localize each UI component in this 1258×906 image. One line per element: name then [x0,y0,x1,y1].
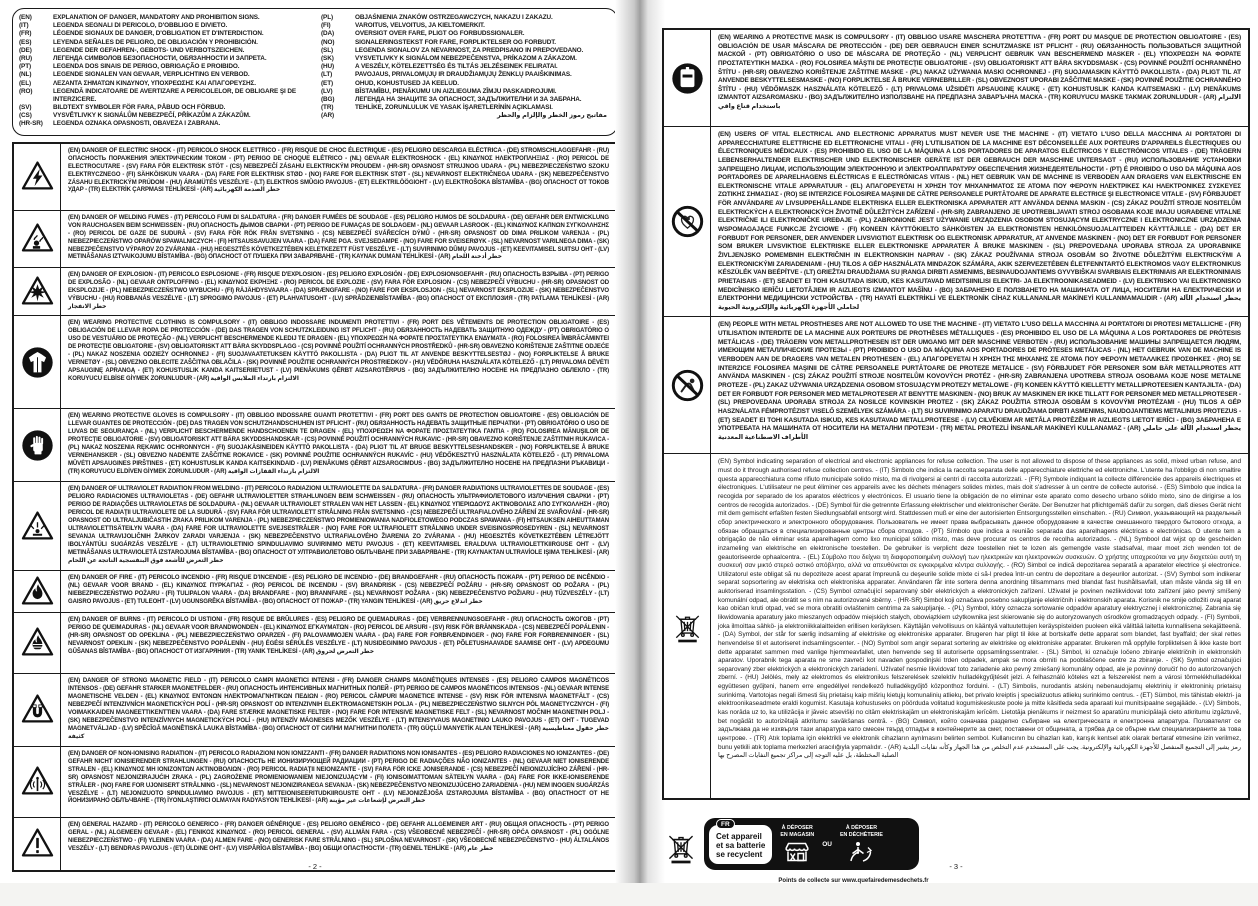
language-code: (ES) [19,38,32,46]
warning-text: (EN) DANGER OF ULTRAVIOLET RADIATION FROM WELDING - (IT) PERICOLO RADIAZIONI ULTRAVIOLETTE DA SALDATURA - (FR) DANGER RADIATIONS ULTRAVIOLETTES DE SOUDAGE - (ES) PELIGRO RADIACIONES ULTRAVIOLETAS - (DE) GEFAHR ULTRAVIOLETTER STRAHLUNGEN BEIM SCHWEISSEN - (RU) ОПАСНОСТЬ УЛЬТРАФИОЛЕТОВОГО ИЗЛУЧЕНИЯ СВАРКИ - (PT) PERIGO DE RADIAÇÕES ULTRAVIOLETAS DE SOLDADURA - (NL) GEVAAR ULTRAVIOLET STRALEN VAN HET LASSEN - (EL) ΚΙΝΔΥΝΟΣ ΥΠΕΡΙΩΔΟΥΣ ΑΚΤΙΝΟΒΟΛΙΑΣ ΑΠΟ ΣΥΓΚΟΛΛΗΣΗ - (RO) PERICOL DE RADIAŢII ULTRAVIOLETE DE LA SUDURĂ - (SV) FARA FÖR ULTRAVIOLETT STRÅLNING FRÅN SVETSNING - (CS) NEBEZPEČÍ ULTRAFIALOVÉHO ZÁŘENÍ ZE SVAŘOVÁNÍ - (HR-SR) OPASNOST OD ULTRALJUBIČASTIH ZRAKA PRILIKOM VARENJA - (PL) NIEBEZPIECZEŃSTWO PROMIENIOWANIA NADFIOLETOWEGO PODCZAS SPAWANIA - (FI) HITSAUKSEN AIHEUTTAMAN ULTRAVIOLETTISÄTEILYN VAARA - (DA) FARE FOR ULTRAVIOLETTE SVEJSESTRÅLER - (NO) FARE FOR ULTRAFIOLETT STRÅLNING UNDER SVEISINGSPROSEDYREN - (SL) NEVARNOST SEVANJA ULTRAVIJOLIČNIH ŽARKOV ZARADI VARJENJA - (SK) NEBEZPEČENSTVO ULTRAFIALOVÉHO ŽIARENIA ZO ZVÁRANIA - (HU) HEGESZTÉS KÖVETKEZTÉBEN LÉTREJÖTT IBOLYÁNTÚLI SUGÁRZÁS VESZÉLYE - (LT) ULTRAVIOLETINIO SPINDULIAVIMO SUVIRINIMO METU PAVOJUS - (ET) KEEVITAMISEL ERALDUVA ULTRAVIOLETTKIIRGUSE OHT - (LV) METINĀŠANAS ULTRAVIOLETĀ IZSTAROJUMA BĪSTAMĪBA - (BG) ОПАСНОСТ ОТ УЛТРАВИОЛЕТОВО ОБЛЪЧВАНЕ ПРИ ЗАВАРЯВАНЕ - (TR) KAYNAKTAN ULTRAVİOLE IŞIMA TEHLİKESİ - (AR) خطر التعرض للأشعة فوق البنفسجية الناتجة عن اللحام [68,486,609,564]
legend-text: ΛΕΖΑΝΤΑ ΣΗΜΑΤΩΝ ΚΙΝΔΥΝΟΥ, ΥΠΟΧΡΕΩΣΗΣ ΚΑΙ ΑΠΑΓΟΡΕΥΣΗΣ. [53,79,256,87]
language-code: (FI) [321,22,331,30]
warning-row-protective-gloves [14,408,616,481]
no-prostheses-icon [664,317,711,453]
legend-row [321,96,607,104]
language-code: (TR) [321,104,334,112]
warning-row-explosion [14,267,616,316]
no-pacemaker-icon [664,127,711,316]
uv-radiation-icon [14,482,61,570]
warning-row-magnetic-field [14,673,616,746]
warning-row-burns [14,612,616,673]
legend-text: LEYENDA SEÑALES DE PELIGRO, DE OBLIGACIÓN Y PROHIBICIÓN. [53,38,258,46]
non-ionising-radiation-icon [14,747,61,817]
recycle-claim-line3: se recyclent [716,849,763,859]
magnetic-field-icon [14,674,61,746]
legend-row [19,71,311,79]
warning-text: (EN) WEARING A PROTECTIVE MASK IS COMPULSORY - (IT) OBBLIGO USARE MASCHERA PROTETTIVA - (FR) PORT DU MASQUE DE PROTECTION OBLIGATOIRE - (ES) OBLIGACIÓN DE USAR MÁSCARA DE PROTECCIÓN - (DE) DER GEBRAUCH EINER SCHUTZMASKE IST PFLICHT - (RU) ОБЯЗАННОСТЬ ПОЛЬЗОВАТЬСЯ ЗАЩИТНОЙ МАСКОЙ - (PT) OBRIGATÓRIO O USO DE MÁSCARA DE PROTEÇÃO - (NL) VERPLICHT GEBRUIK VAN BESCHERMEND MASKER - (EL) ΥΠΟΧΡΕΩΣΗ ΝΑ ΦΟΡΑΤΕ ΠΡΟΣΤΑΤΕΥΤΙΚΗ ΜΑΣΚΑ - (RO) FOLOSIREA MĂŞTII DE PROTECŢIE OBLIGATORIE - (SV) OBLIGATORISKT ATT BÄRA SKYDDSMASK - (CS) POVINNÉ POUŽITÍ OCHRANNÉHO ŠTÍTU - (HR-SR) OBAVEZNO KORIŠTENJE ZAŠTITNE MASKE - (PL) NAKAZ UŻYWANIA MASKI OCHRONNEJ - (FI) SUOJAMASKIN KÄYTTÖ PAKOLLISTA - (DA) PLIGT TIL AT ANVENDE BESKYTTELSESMASKE - (NO) FORPLIKTELSE Å BRUKE VERNEBRILLER - (SL) OBVEZNOST UPORABI ZAŠČITNE MASKE - (SK) POVINNÉ POUŽITIE OCHRANNÉHO ŠTÍTU - (HU) VÉDŐMASZK HASZNÁLATA KÖTELEZŐ - (LT) PRIVALOMA UŽSIDĖTI APSAUGINĘ KAUKĘ - (ET) KOHUSTUSLIK KANDA KAITSEMASKI - (LV) PIENĀKUMS IZMANTOT AIZSARGMASKU - (BG) ЗАДЪЛЖИТЕЛНО ИЗПОЛЗВАНЕ НА ПРЕДПАЗНА ЗАВАРЪЧНА МАСКА - (TR) KORUYUCU MASKE TAKMAK ZORUNLUDUR - (AR) الالتزام باستخدام قناع واقي [718,34,1241,111]
language-code: (BG) [321,95,335,103]
legend-row [321,30,607,38]
language-code: (SV) [19,104,32,112]
language-code: (ET) [321,79,334,87]
legend-text: OVERSIGT OVER FARE, PLIGT OG FORBUDSSIGNALER. [355,30,525,38]
legend-text: OHUD, KOHUSTUSED JA KEELUD. [355,79,459,87]
legend-text: A VESZÉLY, KÖTELEZETTSÉG ÉS TILTÁS JELZÉSEINEK FELIRATAI. [355,63,558,71]
language-code: (RO) [19,87,33,95]
legend-row [321,71,607,79]
language-code: (EN) [19,14,32,21]
warning-row-welding-fumes [14,210,616,267]
electric-shock-icon [14,144,61,210]
legend-text: VYSVĚTLIVKY K SIGNÁLŮM NEBEZPEČÍ, PŘÍKAZŮM A ZÁKAZŮM. [53,112,251,120]
legend-text: LEGENDA OZNAKA OPASNOSTI, OBAVEZA I ZABRANA. [53,120,221,128]
language-code: (FR) [19,30,32,38]
deposit-in-store-option: À DÉPOSER EN MAGASIN [780,825,814,863]
warning-text: (EN) DANGER OF ELECTRIC SHOCK - (IT) PERICOLO SHOCK ELETTRICO - (FR) RISQUE DE CHOC ÉLECTRIQUE - (ES) PELIGRO DESCARGA ELÉCTRICA - (DE) STROMSCHLAGGEFAHR - (RU) ОПАСНОСТЬ ПОРАЖЕНИЯ ЭЛЕКТРИЧЕСКИМ ТОКОМ - (PT) PERIGO DE CHOQUE ELÉTRICO - (NL) GEVAAR ELEKTROSHOCK - (EL) ΚΙΝΔΥΝΟΣ ΗΛΕΚΤΡΟΠΛΗΞΙΑΣ - (RO) PERICOL DE ELECTROCUTARE - (SV) FARA FÖR ELEKTRISK STÖT - (CS) NEBEZPEČÍ ZÁSAHU ELEKTRICKÝM PROUDEM - (HR-SR) OPASNOST STRUJNOG UDARA - (PL) NIEBEZPIECZEŃSTWO SZOKU ELEKTRYCZNEGO - (FI) SÄHKÖISKUN VAARA - (DA) FARE FOR ELEKTRISK STØD - (NO) FARE FOR ELEKTRISK STØT - (SL) NEVARNOST ELEKTRIČNEGA UDARA - (SK) NEBEZPEČENSTVO ZÁSAHU ELEKTRICKÝM PRÚDOM - (HU) ÁRAMÜTÉS VESZÉLYE - (LT) ELEKTROS SMŪGIO PAVOJUS - (ET) ELEKTRILÖÖGIOHT - (LV) ELEKTROŠOKA BĪSTAMĪBA - (BG) ОПАСНОСТ ОТ ТОКОВ УДАР - (TR) ELEKTRİK ÇARPMASI TEHLİKESİ - (AR) خطر الصدمة الكهربائية [68,147,609,194]
language-code: (IT) [19,22,29,30]
warning-text: (EN) DANGER OF FIRE - (IT) PERICOLO INCENDIO - (FR) RISQUE D'INCENDIE - (ES) PELIGRO DE INCENDIO - (DE) BRANDGEFAHR - (RU) ОПАСНОСТЬ ПОЖАРА - (PT) PERIGO DE INCÊNDIO - (NL) GEVAAR VOOR BRAND - (EL) ΚΙΝΔΥΝΟΣ ΠΥΡΚΑΓΙΑΣ - (RO) PERICOL DE INCENDIU - (SV) BRANDRISK - (CS) NEBEZPEČÍ POŽÁRU - (HR-SR) OPASNOST OD POŽARA - (PL) NIEBEZPIECZEŃSTWO POŻARU - (FI) TULIPALON VAARA - (DA) BRANDFARE - (NO) BRANNFARE - (SL) NEVARNOST POŽARA - (SK) NEBEZPEČENSTVO POŽIARU - (HU) TŰZVESZÉLY - (LT) GAISRO PAVOJUS - (ET) TULEOHT - (LV) UGUNSGRĒKA BĪSTAMĪBA - (BG) ОПАСНОСТ ОТ ПОЖАР - (TR) YANGIN TEHLİKESİ - (AR) خطر اندلاع حريق [68,574,609,605]
language-code: (LV) [321,87,333,95]
legend-text: LEGENDA SEGNALI DI PERICOLO, D'OBBLIGO E DIVIETO. [53,22,228,30]
language-code: (CS) [19,112,32,120]
legend-text: BILDTEXT SYMBOLER FÖR FARA, PÅBUD OCH FÖRBUD. [53,104,226,112]
language-code: (DE) [19,46,32,54]
protective-gloves-icon [14,409,61,481]
store-icon [782,840,812,864]
legend-box [12,8,618,136]
language-code: (AR) [321,112,335,120]
recycle-claim [709,820,772,864]
language-code: (PL) [321,14,334,21]
or-separator: OU [822,840,832,848]
legend-row [19,88,311,104]
fire-icon [14,571,61,612]
legend-text: TEHLİKE, ZORUNLULUK VE YASAK İŞARETLERİNİN AÇIKLAMASI. [355,104,553,112]
fr-tag: FR [716,819,735,829]
language-code: (DA) [321,30,335,38]
page-3 [662,8,1250,885]
collection-points-note: Points de collecte sur www.quefairedemesdechets.fr [778,878,929,885]
recycle-claim-line1: Cet appareil [716,832,762,842]
legend-text: ЛЕГЕНДА НА ЗНАЦИТЕ ЗА ОПАСНОСТ, ЗАДЪЛЖИТЕЛНИ И ЗА ЗАБРАНА. [355,95,582,103]
warning-row-electric-shock [14,144,616,210]
warning-text: (EN) DANGER OF EXPLOSION - (IT) PERICOLO ESPLOSIONE - (FR) RISQUE D'EXPLOSION - (ES) PELIGRO EXPLOSIÓN - (DE) EXPLOSIONSGEFAHR - (RU) ОПАСНОСТЬ ВЗРЫВА - (PT) PERIGO DE EXPLOSÃO - (NL) GEVAAR ONTPLOFFING - (EL) ΚΙΝΔΥΝΟΣ ΕΚΡΗΞΗΣ - (RO) PERICOL DE EXPLOZIE - (SV) FARA FÖR EXPLOSION - (CS) NEBEZPEČÍ VÝBUCHU - (HR-SR) OPASNOST OD EKSPLOZIJE - (PL) NIEBEZPIECZEŃSTWO WYBUCHU - (FI) RÄJÄHDYSVAARA - (DA) SPRÆNGFARE - (NO) FARE FOR EKSPLOSJON - (SL) NEVARNOST EKSPLOZIJE - (SK) NEBEZPEČENSTVO VÝBUCHU - (HU) ROBBANÁS VESZÉLYE - (LT) SPROGIMO PAVOJUS - (ET) PLAHVATUSOHT - (LV) SPRĀDZIENBĪSTAMĪBA - (BG) ОПАСНОСТ ОТ ЕКСПЛОЗИЯ - (TR) PATLAMA TEHLİKESİ - (AR) خطر الانفجار [68,271,609,310]
legend-text: PAVOJAUS, PRIVALOMŲJŲ IR DRAUDŽIAMŲJŲ ŽENKLŲ PAAIŠKINIMAS. [355,71,572,79]
warning-row-protective-mask [664,30,1248,126]
warning-text: (EN) DANGER OF NON-IONISING RADIATION - (IT) PERICOLO RADIAZIONI NON IONIZZANTI - (FR) DANGER RADIATIONS NON IONISANTES - (ES) PELIGRO RADIACIONES NO IONIZANTES - (DE) GEFAHR NICHT IONISIERENDER STRAHLUNGEN - (RU) ОПАСНОСТЬ НЕ ИОНИЗИРУЮЩЕЙ РАДИАЦИИ - (PT) PERIGO DE RADIAÇÕES NÃO IONIZANTES - (NL) GEVAAR NIET IONISERENDE STRALEN - (EL) ΚΙΝΔΥΝΟΣ ΜΗ ΙΟΝΙΖΟΝΤΩΝ ΑΚΤΙΝΟΒΟΛΙΩΝ - (RO) PERICOL RADIAŢII NEIONIZANTE - (SV) FARA FÖR ICKE JONISERANDE - (CS) NEBEZPEČÍ NEIONIZUJÍCÍHO ZÁŘENÍ - (HR-SR) OPASNOST NEJONIZIRAJUĆIH ZRAKA - (PL) ZAGROŻENIE PROMIENIOWANIEM NIEJONIZUJĄCYM - (FI) IONISOIMATTOMAN SÄTEILYN VAARA - (DA) FARE FOR IKKE-IONISERENDE STRÅLER - (NO) FARE FOR UJONISERT STRÅLNING - (SL) NEVARNOST NEJONIZIRANEGA SEVANJA - (SK) NEBEZPEČENSTVO NEIONIZUJÚCEHO ZARIADENIA - (HU) NEM INOGEN SUGÁRZÁS VESZÉLYE - (LT) NEJONIZUOTO SPINDULIAVIMO PAVOJUS - (ET) MITTEIONISEERITUDKIIRGUSTE OHT - (LV) NEJONIZĒJOŠA IZSTAROJUMA BĪSTAMĪBA - (BG) ОПАСТНОСТ ОТ НЕ ЙОНИЗИРАНО ОБЛЪЧВАНЕ - (TR) İYONLAŞTIRICI OLMAYAN RADYASYON TEHLİKESİ - (AR) خطر التعرض لإشعاعات غير مؤينة [68,750,609,805]
legend-text: SIGNALERINGSTEKST FOR FARE, FORPLIKTELSER OG FORBUDT. [355,38,556,46]
warning-text: (EN) USERS OF VITAL ELECTRICAL AND ELECTRONIC APPARATUS MUST NEVER USE THE MACHINE - (IT) VIETATO L'USO DELLA MACCHINA AI PORTATORI DI APPARECCHIATURE ELETTRICHE ED ELETTRONICHE VITALI - (FR) L'UTILISATION DE LA MACHINE EST DÉCONSEILLÉE AUX PORTEURS D'APPAREILS ÉLECTRIQUES OU ÉLECTRONIQUES MÉDICAUX - (ES) PROHIBIDO EL USO DE LA MÁQUINA A LOS PORTADORES DE APARATOS ELÉCTRICOS Y ELECTRÓNICOS VITALES - (DE) TRÄGERN LEBENSERHALTENDER ELEKTRISCHER UND ELEKTRONISCHER GERÄTE IST DER GEBRAUCH DER MASCHINE UNTERSAGT - (RU) ИСПОЛЬЗОВАНИЕ УСТАНОВКИ ЗАПРЕЩЕНО ЛИЦАМ, ИСПОЛЬЗУЮЩИМ ЭЛЕКТРОННУЮ И ЭЛЕКТРОАППАРАТУРУ ОБЕСПЕЧЕНИЯ ЖИЗНЕДЕЯТЕЛЬНОСТИ - (PT) É PROIBIDO O USO DA MÁQUINA AOS PORTADORES DE APARELHAGENS ELÉCTRICAS E ELECTRÓNICAS VITAIS - (NL) HET GEBRUIK VAN DE MACHINE IS VERBODEN AAN DRAGERS VAN ELEKTRISCHE EN ELEKTRONISCHE VITALE APPARATUUR - (EL) ΑΠΑΓΟΡΕΥΕΤΑΙ Η ΧΡΗΣΗ ΤΟΥ ΜΗΧΑΝΗΜΑΤΟΣ ΣΕ ΑΤΟΜΑ ΠΟΥ ΦΕΡΟΥΝ ΗΛΕΚΤΡΙΚΕΣ ΚΑΙ ΗΛΕΚΤΡΟΝΙΚΕΣ ΣΥΣΚΕΥΕΣ ΖΩΤΙΚΗΣ ΣΗΜΑΣΙΑΣ - (RO) SE INTERZICE FOLOSIREA MAŞINII DE CĂTRE PERSOANELE PURTĂTOARE DE APARATE ELECTRICE ŞI ELECTRONICE VITALE - (SV) FÖRBJUDET FÖR ANVÄNDARE AV LIVSUPPEHÅLLANDE ELEKTRISKA ELLER ELEKTRONISKA APPARATER ATT ANVÄNDA DENNA MASKIN - (CS) ZÁKAZ POUŽITÍ STROJE NOSITELŮM ELEKTRICKÝCH A ELEKTRONICKÝCH ŽIVOTNĚ DŮLEŽITÝCH ZAŘÍZENÍ - (HR-SR) ZABRANJENO JE UPOTREBLJAVATI STROJ OSOBAMA KOJE IMAJU UGRAĐENE VITALNE ELEKTRIČNE ILI ELEKTRONIČKE UREĐAJE - (PL) ZABRONIONE JEST UŻYWANIE URZĄDZENIA OSOBOM STOSUJĄCYM ELEKTRYCZNE I ELEKTRONICZNE URZĄDZENIA WSPOMAGAJĄCE FUNKCJE ŻYCIOWE - (FI) KONEEN KÄYTTÖKIELTO SÄHKÖISTEN JA ELEKTRONISTEN HENKILÖNSUOJALAITTEIDEN KÄYTTÄJILLE - (DA) DET ER FORBUDT FOR PERSONER, DER ANVENDER LIVSVIGTIGT ELEKTRISK OG ELEKTRONISK APPARATUR, AT ANVENDE MASKINEN - (NO) DET ER FORBUDT FOR PERSONER SOM BRUKER LIVSVIKTIGE ELEKTRISKE ELLER ELEKTRONISKE APPARATER Å BRUKE MASKINEN - (SL) PREPOVEDANA UPORABA STROJA ZA UPORABNIKE ŽIVLJENJSKO POMEMBNIH ELEKTRIČNIH IN ELEKTRONSKIH NAPRAV - (SK) ZÁKAZ POUŽÍVANIA STROJA OSOBÁM SO ŽIVOTNE DÔLEŽITÝMI ELEKTRICKÝMI A ELEKTRONICKÝMI ZARIADENIAMI - (HU) TILOS A GÉP HASZNÁLATA MINDAZOK SZÁMÁRA, AKIK SZERVEZETÉBEN ÉLETFENNTARTÓ ELEKTROMOS VAGY ELEKTRONIKUS KÉSZÜLÉK VAN BEÉPÍTVE - (LT) GRIEŽTAI DRAUDŽIAMA SU ĮRANGA DIRBTI ASMENIMS, BESINAUDOJANTIEMS GYVYBIŠKAI SVARBIAIS ELEKTRINIAIS AR ELEKTRONINIAIS PRIETAISAIS - (ET) SEADET EI TOHI KASUTADA ISIKUD, KES KASUTAVAD MEDITSIINILISI ELEKTRI- JA ELEKTROONIKASEADMEID - (LV) ELEKTRISKO VAI ELEKTRONISKO MEDICĪNISKO IERĪČU LIETOTĀJIEM IR AIZLIEGTS IZMANTOT MAŠĪNU - (BG) ЗАБРАНЕНО Е ПОЛЗВАНЕТО НА МАШИНАТА ОТ ЛИЦА, НОСИТЕЛИ НА ЕЛЕКТРИЧЕСКИ И ЕЛЕКТРОННИ МЕДИЦИНСКИ УСТРОЙСТВА - (TR) HAYATİ ELEKTRİKLİ VE ELEKTRONİK CİHAZ KULLANANLAR MAKİNEYİ KULLANMAMALIDIR - (AR) يحظر استخدام الآلة لحاملي الأجهزة الكهربائية والإلكترونية الحيوية [718,131,1241,311]
triman-icon [846,840,876,864]
warning-row-fire [14,570,616,612]
legend-row [321,112,607,120]
legend-text: EXPLANATION OF DANGER, MANDATORY AND PROHIBITION SIGNS. [53,14,260,21]
legend-text: BĪSTAMĪBU, PIENĀKUMU UN AIZLIEGUMA ZĪMJU PASKAIDROJUMI. [355,87,557,95]
language-code: (EL) [19,79,32,87]
legend-row [19,80,311,88]
warning-row-uv-radiation [14,481,616,570]
legend-text: LEGENDĂ INDICATOARE DE AVERTIZARE A PERICOLELOR, DE OBLIGARE ŞI DE INTERZICERE. [53,87,297,103]
welding-fumes-icon [14,211,61,267]
warning-table-page3 [662,28,1250,800]
language-code: (RU) [19,54,33,62]
page-gutter [615,0,665,883]
protective-mask-icon [664,30,711,126]
legend-row [19,47,311,55]
legend-text: LEGENDA DOS SINAIS DE PERIGO, OBRIGAÇÃO E PROIBIDO. [53,63,240,71]
language-code: (LT) [321,71,333,79]
legend-row [19,120,311,128]
legend-text: OBJAŚNIENIA ZNAKÓW OSTRZEGAWCZYCH, NAKAZU I ZAKAZU. [355,14,553,21]
legend-row [321,80,607,88]
legend-text: LEGENDE SIGNALEN VAN GEVAAR, VERPLICHTING EN VERBOD. [53,71,250,79]
language-code: (SL) [321,46,334,54]
legend-text: ЛЕГЕНДА СИМВОЛОВ БЕЗОПАСНОСТИ, ОБЯЗАННОСТИ И ЗАПРЕТА. [53,54,267,62]
legend-text: VAROITUS, VELVOITUS, JA KIELTOMERKIT. [355,22,485,30]
legend-row [19,112,311,120]
legend-text: مفاتيح رموز الخطر والإلزام والحظر [497,112,607,120]
legend-row [321,22,607,30]
deposit-at-waste-centre-option: À DÉPOSER EN DÉCHÈTERIE [840,825,883,863]
legend-row [19,55,311,63]
warning-text: (EN) PEOPLE WITH METAL PROSTHESES ARE NOT ALLOWED TO USE THE MACHINE - (IT) VIETATO L'USO DELLA MACCHINA AI PORTATORI DI PROTESI METALLICHE - (FR) UTILISATION INTERDITE DE LA MACHINE AUX PORTEURS DE PROTHÈSES MÉTALLIQUES - (ES) PROHIBIDO EL USO DE LA MÁQUINA A LOS PORTADORES DE PRÓTESIS METÁLICAS - (DE) TRÄGERN VON METALLPROTHESEN IST DER UMGANG MIT DER MASCHINE VERBOTEN - (RU) ИСПОЛЬЗОВАНИЕ МАШИНЫ ЗАПРЕЩАЕТСЯ ЛЮДЯМ, ИМЕЮЩИМ МЕТАЛЛИЧЕСКИЕ ПРОТЕЗЫ - (PT) PROIBIDO O USO DA MÁQUINA AOS PORTADORES DE PRÓTESES METÁLICAS - (NL) HET GEBRUIK VAN DE MACHINE IS VERBODEN AAN DE DRAGERS VAN METALEN PROTHESEN - (EL) ΑΠΑΓΟΡΕΥΕΤΑΙ Η ΧΡΗΣΗ ΤΗΣ ΜΗΧΑΝΗΣ ΣΕ ΑΤΟΜΑ ΠΟΥ ΦΕΡΟΥΝ ΜΕΤΑΛΛΙΚΕΣ ΠΡΟΣΘΗΚΕΣ - (RO) SE INTERZICE FOLOSIREA MAŞINII DE CĂTRE PERSOANELE PURTĂTOARE DE PROTEZE METALICE - (SV) FÖRBJUDET FÖR PERSONER SOM BÄR METALLPROTES ATT ANVÄNDA MASKINEN - (CS) ZÁKAZ POUŽITÍ STROJE NOSITELŮM KOVOVÝCH PROTÉZ - (HR-SR) ZABRANJENA UPOTREBA STROJA OSOBAMA KOJE NOSE METALNE PROTEZE - (PL) ZAKAZ UŻYWANIA URZĄDZENIA OSOBOM STOSUJĄCYM PROTEZY METALOWE - (FI) KONEEN KÄYTTÖ KIELLETTY METALLIPROTEESIEN KANTAJILTA - (DA) DET ER FORBUDT FOR PERSONER MED METALPROTESER AT BENYTTE MASKINEN - (NO) BRUK AV MASKINEN ER IKKE TILLATT FOR PERSONER MED METALLPROTESER - (SL) PREPOVEDANA UPORABA STROJA ZA NOSILCE KOVINSKIH PROTEZ - (SK) ZÁKAZ POUŽITIA STROJA OSOBÁM S KOVOVÝMI PROTÉZAMI - (HU) TILOS A GÉP HASZNÁLATA FÉMPROTÉZIST VISELŐ SZEMÉLYEK SZÁMÁRA - (LT) SU SUVIRINIMO APARATU DRAUDŽIAMA DIRBTI ASMENIMS, NAUDOJANTIEMS METALINIUS PROTEZUS - (ET) SEADET EI TOHI KASUTADA ISIKUD, KES KASUTAVAD METALLPROTEESE - (LV) CILVĒKIEM AR METĀLA PROTĒZĒM IR AIZLIEGTS LIETOT IERĪCI - (BG) ЗАБРАНЕНА Е УПОТРЕБАТА НА МАШИНАТА ОТ НОСИТЕЛИ НА МЕТАЛНИ ПРОТЕЗИ - (TR) METAL PROTEZLİ İNSANLAR MAKİNEYİ KULLANAMAZ - (AR) يحظر استخدام الآلة على حاملي الأطراف الاصطناعية المعدنية [718,321,1242,441]
legend-row [321,104,607,112]
legend-column-left [19,14,311,129]
legend-row [321,47,607,55]
legend-column-right [321,14,607,129]
warning-row-weee-bin [664,453,1248,798]
language-code: (NO) [321,38,335,46]
warning-table-page2 [12,142,618,872]
warning-row-no-prostheses [664,316,1248,453]
legend-row [19,30,311,38]
warning-text: (EN) Symbol indicating separation of electrical and electronic appliances for refuse collection. The user is not allowed to dispose of these appliances as solid, mixed urban refuse, and must do it through authorised refuse collection centres. - (IT) Simbolo che indica la raccolta separata delle apparecchiature elettriche ed elettroniche. L'utente ha l'obbligo di non smaltire questa apparecchiatura come rifiuto municipale solido misto, ma di rivolgersi ai centri di raccolta autorizzati. - (FR) Symbole indiquant la collecte différenciée des appareils électriques et électroniques. L'utilisateur ne peut éliminer ces appareils avec les déchets ménagers solides mixtes, mais doit s'adresser à un centre de collecte autorisé. - (ES) Símbolo que indica la recogida por separado de los aparatos eléctricos y electrónicos. El usuario tiene la obligación de no eliminar este aparato como desecho urbano sólido mixto, sino de dirigirse a los centros de recogida autorizados. - (DE) Symbol für die getrennte Erfassung elektrischer und elektronischer Geräte. Der Benutzer hat pflichtgemäß dafür zu sorgen, daß dieses Gerät nicht mit dem gemischt erfaßten festen Siedlungsabfall entsorgt wird. Stattdessen muß er eine der autorisierten Entsorgungsstellen einschalten. - (RU) Символ, указывающий на раздельный сбор электрического и электронного оборудования. Пользователь не имеет права выбрасывать данное оборудование в качестве смешанного твердого бытового отхода, а обязан обращаться в специализированные центры сбора отходов. - (PT) Símbolo que indica a reunião separada das aparelhagens eléctricas e electrónicas. O utente tem a obrigação de não eliminar esta aparelhagem como lixo municipal sólido misto, mas deve procurar os centros de recolha autorizados. - (NL) Symbool dat wijst op de gescheiden inzameling van elektrische en elektronische toestellen. De gebruiker is verplicht deze toestellen niet te lozen als gemengde vaste stadsafval, maar moet zich wenden tot de geautoriseerde ophaalcentra. - (EL) Σύμβολο που δείχνει τη διαφοροποιημένη συλλογή των ηλεκτρικών και ηλεκτρονικών συσκευών. Ο χρήστης υποχρεούται να μην διοχετεύει αυτή τη συσκευή σαν μικτό στερεό αστικό απόβλητο, αλλά να απευθύνεται σε εγκεκριμένα κέντρα συλλογής. - (RO) Simbol ce indică depozitarea separată a aparatelor electrice şi electronice. Utilizatorul este obligat să nu depoziteze acest aparat împreună cu deşeurile solide mixte ci să-l predea într-un centru de depozitare a deşeurilor autorizat. - (SV) Symbol som indikerar separat sopsortering av elektriska och elektroniska apparater. Användaren får inte sortera denna anordning tillsammans med blandat fast hushållsavfall, utan måste vända sig till en auktoriserad insamlingsstation. - (CS) Symbol označující separovaný sběr elektrických a elektronických zařízení. Uživatel je povinen nezlikvidovat toto zařízení jako pevný smíšený komunální odpad, ale obrátit se s ním na autorizované sběrny. - (HR-SR) Simbol koji označava posebno sakupljanje električnih i elektronskih aparata. Korisnik ne smije odložiti ovaj aparat kao običan kruti otpad, već se mora obratiti ovlaštenim centrima za sakupljanje. - (PL) Symbol, który oznacza sortowanie odpadów aparatury elektrycznej i elektronicznej. Zabrania się likwidowania aparatury jako mieszanych odpadów miejskich stałych, obowiązkiem użytkownika jest skierowanie się do autoryzowanych ośrodków gromadzących odpady. - (FI) Symboli, joka ilmoittaa sähkö- ja elektroniikkalaitteiden erillisen keräyksen. Käyttäjän velvollisuus on kääntyä valtuutettujen keräyspisteiden puoleen eikä välittää laitetta kunnallisena sekajätteenä. - (DA) Symbol, der står for særlig indsamling af elektriske og elektroniske apparater. Brugeren har pligt til ikke at bortskaffe dette apparat som blandet, fast byaffald; der skal rettes henvendelse til et autoriseret indsamlingscenter. - (NO) Symbol som angir separat sortering av elektriske og elektroniske apparater. Brukeren må oppfylle forpliktelsen å ikke kaste bort dette apparatet sammen med vanlige hjemmeavfallet, uten henvende seg til autoriserte oppsamlingssentraler. - (SL) Simbol, ki označuje ločeno zbiranje električnih in elektronskih aparatov. Uporabnik tega aparata ne sme zavreči kot navaden gospodinjski trden odpadek, ampak se mora obrniti na pooblaščene centre za zbiranje. - (SK) Symbol označujúci separovaný zber elektrických a elektronických zariadení. Užívateľ nesmie likvidovať toto zariadenie ako pevný zmiešaný komunálny odpad, ale je povinný doručiť ho do autorizovaných zberní. - (HU) Jelölés, mely az elektromos és elektronikus felszerelések szelektív hulladékgyűjtését jelzi. A felhasználó köteles ezt a felszerelést nem a városi törmelékhulladékkal együttesen gyűjteni, hanem erre engedéllyel rendelkező hulladékgyűjtő központhoz fordulni. - (LT) Simbolis, nurodantis atskirų nebenaudojamų elektrinių ir elektroninių prietaisų surinkimą. Vartotojas negali išmesti šių prietaisų kaip mišrių kietųjų komunalinių atliekų, bet privalo kreiptis į specializuotus atliekų surinkimo centrus. - (ET) Sümbol, mis tähistab elektri- ja elektroonikaseadmete eraldi kogumist. Kasutaja kohustuseks on pöörduda volitatud kogumiskeskuste poole ja mitte käsitleda seda aparaati kui munitsipaalne segajääde. - (LV) Simbols, kas norāda uz to, ka utilizācija ir jāveic atsevišķi no citām elektriskajām un elektroniskajām ierīcēm. Lietotāja pienākums ir neizmest šo aparatūru municipālajā cieto atkritumu izgāztuvē, bet nogādāt to autorizētajā atkritumu savākšanas centrā. - (BG) Символ, който означава разделно събиране на електрическата и електронна апаратура. Ползвателят се задължава да не изхвърля тази апаратура като смесен твърд отпадък в контейнерите за смет, поставени от общината, а трябва да се обърне към специализираните за това центрове. - (TR) Atık toplama için elektrikli ve elektronik cihazların ayrılmasını belirten sembol. Kullanıcının bu cihazları katı, karışık kentsel atık olarak bertaraf etmesine izin verilmez, bunu yetkili atık toplama merkezleri aracılığıyla yapmalıdır. - (AR) رمز يشير إلى التجميع المنفصل للأجهزة الكهربائية والإلكترونية. يجب على المستخدم عدم التخلص من هذا الجهاز وكأنه نفايات البلدية الصلبة المختلطة، بل عليه التوجه إلى مراكز تجميع النفايات المصرح بها [718,458,1241,760]
language-code: (SK) [321,54,334,62]
weee-bin-icon [664,828,698,865]
warning-text: (EN) DANGER OF STRONG MAGNETIC FIELD - (IT) PERICOLO CAMPI MAGNETICI INTENSI - (FR) DANGER CHAMPS MAGNÉTIQUES INTENSES - (ES) PELIGRO CAMPOS MAGNÉTICOS INTENSOS - (DE) GEFAHR STARKER MAGNETFELDER - (RU) ОПАСНОСТЬ ИНТЕНСИВНЫХ МАГНИТНЫХ ПОЛЕЙ - (PT) PERIGO DE CAMPOS MAGNÉTICOS INTENSOS - (NL) GEVAAR INTENSE MAGNETISCHE VELDEN - (EL) ΚΙΝΔΥΝΟΣ ΕΝΤΟΝΩΝ ΗΛΕΚΤΡΟΜΑΓΝΗΤΙΚΩΝ ΠΕΔΙΩΝ - (RO) PERICOL CÂMPURI MAGNETICE INTENSE - (SV) RISK FÖR INTENSIVA MAGNETFÄLT - (CS) NEBEZPEČÍ INTENZIVNÍCH MAGNETICKÝCH POLÍ - (HR-SR) OPASNOST OD INTENZIVNIH ELEKTROMAGNETSKIH POLJA - (PL) NIEBEZPIECZEŃSTWO SILNYCH PÓL MAGNETYCZNYCH - (FI) VOIMAKKAIDEN MAGNEETTIKENTTIEN VAARA - (DA) FARE STÆRKE MAGNETISKE FELTER - (NO) FARE FOR INTENSIVE MAGNETISKE FELT - (SL) NEVARNOST MOČNIH MAGNETNIH POLJ - (SK) NEBEZPEČENSTVO INTENZÍVNYCH MAGNETICKÝCH POLÍ - (HU) INTENZÍV MÁGNESES MEZŐK VESZÉLYE - (LT) INTENSYVAUS MAGNETINIO LAUKO PAVOJUS - (ET) OHT - TUGEVAD MAGNETVÄLJAD - (LV) SPĒCĪGĀ MAGNĒTISKĀ LAUKA BĪSTAMĪBA - (BG) ОПАСНОСТ ОТ СИЛНИ МАГНИТНИ ПОЛЕТА - (TR) GÜÇLÜ MANYETİK ALAN TEHLİKESİ - (AR) خطر حقول مغناطيسية كثيفة [68,677,610,740]
legend-text: LEGENDA SIGNALOV ZA NEVARNOST, ZA PREDPISANO IN PREPOVEDANO. [355,46,584,54]
page-number: - 2 - [308,862,322,871]
language-code: (HR-SR) [19,120,43,128]
legend-text: LEGENDE DER GEFAHREN-, GEBOTS- UND VERBOTSZEICHEN. [53,46,245,54]
warning-text: (EN) GENERAL HAZARD - (IT) PERICOLO GENERICO - (FR) DANGER GÉNÉRIQUE - (ES) PELIGRO GENÉRICO - (DE) GEFAHR ALLGEMEINER ART - (RU) ОБЩАЯ ОПАСНОСТЬ - (PT) PERIGO GERAL - (NL) ALGEMEEN GEVAAR - (EL) ΓΕΝΙΚΟΣ ΚΙΝΔΥΝΟΣ - (RO) PERICOL GENERAL - (SV) ALLMÄN FARA - (CS) VŠEOBECNÉ NEBEZPEČÍ - (HR-SR) OPĆA OPASNOST - (PL) OGÓLNE NIEBEZPIECZEŃSTWO - (FI) YLEINEN VAARA - (DA) ALMEN FARE - (NO) GENERISK FARE STRÅLNING - (SL) SPLOŠNA NEVARNOST - (SK) VŠEOBECNÉ NEBEZPEČENSTVO - (HU) ÁLTALÁNOS VESZÉLY - (LT) BENDRAS PAVOJUS - (ET) ÜLDINE OHT - (LV) VISPĀRĪGA BĪSTAMĪBA - (BG) ОБЩИ ОПАСТНОСТИ - (TR) GENEL TEHLİKE - (AR) خطر عام [68,821,609,852]
legend-row [321,39,607,47]
protective-clothing-icon [14,316,61,408]
warning-text: (EN) DANGER OF BURNS - (IT) PERICOLO DI USTIONI - (FR) RISQUE DE BRÛLURES - (ES) PELIGRO DE QUEMADURAS - (DE) VERBRENNUNGSGEFAHR - (RU) ОПАСНОСТЬ ОЖОГОВ - (PT) PERIGO DE QUEIMADURAS - (NL) GEVAAR VOOR BRANDWONDEN - (EL) ΚΙΝΔΥΝΟΣ ΕΓΚΑΥΜΑΤΩΝ - (RO) PERICOL DE ARSURI - (SV) RISK FÖR BRÄNNSKADA - (CS) NEBEZPEČÍ POPÁLENIN - (HR-SR) OPASNOST OD OPEKLINA - (PL) NIEBEZPIECZEŃSTWO OPARZEŃ - (FI) PALOVAMMOJEN VAARA - (DA) FARE FOR FORBRÆNDINGER - (NO) FARE FOR FORBRENNINGER - (SL) NEVARNOST OPEKLIN - (SK) NEBEZPEČENSTVO POPÁLENÍN - (HU) ÉGÉSI SÉRÜLÉS VESZÉLYE - (LT) NUSIDEGINIMO PAVOJUS - (ET) PÕLETUSHAAVADE SAAMISE OHT - (LV) APDEGUMU GŪŠANAS BĪSTAMĪBA - (BG) ОПАСНОСТ ОТ ИЗГАРЯНИЯ - (TR) YANIK TEHLİKESİ - (AR) خطر التعرض لحروق [68,616,609,655]
legend-row [321,14,607,22]
legend-row [19,63,311,71]
warning-text: (EN) WEARING PROTECTIVE CLOTHING IS COMPULSORY - (IT) OBBLIGO INDOSSARE INDUMENTI PROTETTIVI - (FR) PORT DES VÊTEMENTS DE PROTECTION OBLIGATOIRE - (ES) OBLIGACIÓN DE LLEVAR ROPA DE PROTECCIÓN - (DE) DAS TRAGEN VON SCHUTZKLEIDUNG IST PFLICHT - (RU) ОБЯЗАННОСТЬ НАДЕВАТЬ ЗАЩИТНУЮ ОДЕЖДУ - (PT) OBRIGATÓRIO O USO DE VESTUÁRIO DE PROTEÇÃO - (NL) VERPLICHT BESCHERMENDE KLEDIJ TE DRAGEN - (EL) ΥΠΟΧΡΕΩΣΗ ΝΑ ΦΟΡΑΤΕ ΠΡΟΣΤΑΤΕΥΤΙΚΑ ΕΝΔΥΜΑΤΑ - (RO) FOLOSIREA ÎMBRĂCĂMINTEI DE PROTECŢIE OBLIGATORIE - (SV) OBLIGATORISKT ATT BÄRA SKYDDSPLAGG - (CS) POVINNÉ POUŽITÍ OCHRANNÝCH PROSTŘEDKŮ - (HR-SR) OBAVEZNO KORIŠTENJE ZAŠTITNE ODJEĆE - (PL) NAKAZ NOSZENIA ODZIEŻY OCHRONNEJ - (FI) SUOJAVAATETUKSEN KÄYTTÖ PAKOLLISTA - (DA) PLIGT TIL AT ANVENDE BESKYTTELSESTØJ - (NO) FORPLIKTELSE Å BRUKE VERNETØY - (SL) OBVEZNO OBLECITE ZAŠČITNA OBLAČILA - (SK) POVINNÉ POUŽITIE OCHRANNÝCH PROSTRIEDKOV - (HU) VÉDŐRUHA HASZNÁLATA KÖTELEZŐ - (LT) PRIVALOMA DĖVĖTI APSAUGINĘ APRANGĄ - (ET) KOHUSTUSLIK KANDA KAITSERIIETUST - (LV) PIENĀKUMS ĢĒRBT AIZSARGTĒRPUS - (BG) ЗАДЪЛЖИТЕЛНО НОСЕНЕ НА ПРЕДПАЗНО ОБЛЕКЛО - (TR) KORUYUCU ELBİSE GİYMEK ZORUNLUDUR - (AR) الالتزام بارتداء الملابس الواقية [68,320,609,383]
burns-icon [14,613,61,673]
explosion-icon [14,268,61,316]
legend-row [19,14,311,22]
warning-text: (EN) DANGER OF WELDING FUMES - (IT) PERICOLO FUMI DI SALDATURA - (FR) DANGER FUMÉES DE SOUDAGE - (ES) PELIGRO HUMOS DE SOLDADURA - (DE) GEFAHR DER ENTWICKLUNG VON RAUCHGASEN BEIM SCHWEISSEN - (RU) ОПАСНОСТЬ ДЫМОВ СВАРКИ - (PT) PERIGO DE FUMAÇAS DE SOLDAGEM - (NL) GEVAAR LASROOK - (EL) ΚΙΝΔΥΝΟΣ ΚΑΠΝΩΝ ΣΥΓΚΟΛΛΗΣΗΣ - (RO) PERICOL DE GAZE DE SUDURĂ - (SV) FARA FÖR RÖK FRÅN SVETSNING - (CS) NEBEZPEČÍ SVÁŘECÍCH DÝMŮ - (HR-SR) OPASNOST OD DIMA PRILIKOM VARENJA - (PL) NIEBEZPIECZEŃSTWO OPARÓW SPAWALNICZYCH - (FI) HITSAUSSAVUJEN VAARA - (DA) FARE PGA. SVEJSEDAMPE - (NO) FARE FOR SVEISERØYK - (SL) NEVARNOST VARILNEGA DIMA - (SK) NEBEZPEČENSTVO VÝPAROV ZO ZVÁRANIA - (HU) HEGESZTÉS KÖVETKEZTÉBEN KELETKEZETT FÜST VESZÉLYE - (LT) SUVIRINIMO DŪMŲ PAVOJUS - (ET) KEEVITAMISEL SUITSU OHT - (LV) METINĀŠANAS IZTVAIKOJUMU BĪSTAMĪBA - (BG) ОПАСНОСТ ОТ ПУШЕКА ПРИ ЗАВАРЯВАНЕ - (TR) KAYNAK DUMANI TEHLİKESİ - (AR) خطر أدخنة اللحام [68,214,609,261]
legend-text: LÉGENDE SIGNAUX DE DANGER, D'OBLIGATION ET D'INTERDICTION. [53,30,264,38]
weee-bin-icon [664,454,711,798]
warning-row-no-pacemaker [664,126,1248,316]
warning-row-non-ionising-radiation [14,746,616,817]
page-2 [12,8,618,875]
legend-row [321,55,607,63]
recycle-info-area [662,814,1250,906]
warning-row-protective-clothing [14,315,616,408]
legend-row [321,88,607,96]
page-number: - 3 - [949,862,963,871]
legend-text: VYSVETLIVKY K SIGNÁLOM NEBEZPEČENSTVA, PRÍKAZOM A ZÁKAZOM. [355,54,577,62]
legend-row [19,39,311,47]
language-code: (PT) [19,63,32,71]
recycle-claim-line2: et sa batterie [716,840,766,850]
language-code: (HU) [321,63,335,71]
language-code: (NL) [19,71,32,79]
warning-text: (EN) WEARING PROTECTIVE GLOVES IS COMPULSORY - (IT) OBBLIGO INDOSSARE GUANTI PROTETTIVI - (FR) PORT DES GANTS DE PROTECTION OBLIGATOIRE - (ES) OBLIGACIÓN DE LLEVAR GUANTES DE PROTECCIÓN - (DE) DAS TRAGEN VON SCHUTZHANDSCHUHEN IST PFLICHT - (RU) ОБЯЗАННОСТЬ НАДЕВАТЬ ЗАЩИТНЫЕ ПЕРЧАТКИ - (PT) OBRIGATÓRIO O USO DE LUVAS DE SEGURANÇA - (NL) VERPLICHT BESCHERMENDE HANDSCHOENEN TE DRAGEN - (EL) ΥΠΟΧΡΕΩΣΗ ΝΑ ΦΟΡΑΤΕ ΠΡΟΣΤΑΤΕΥΤΙΚΑ ΓΑΝΤΙΑ - (RO) FOLOSIREA MĂNUŞILOR DE PROTECŢIE OBLIGATORIE - (SV) OBLIGATORISKT ATT BÄRA SKYDDSHANDSKAR - (CS) POVINNÉ POUŽITÍ OCHRANNÝCH RUKAVIC - (HR-SR) OBAVEZNO KORIŠTENJE ZAŠTITNIH RUKAVICA - (PL) NAKAZ NOSZENIA RĘKAWIC OCHRONNYCH - (FI) SUOJAKÄSINEIDEN KÄYTTÖ PAKOLLISTA - (DA) PLIGT TIL AT BRUGE BESKYTTELSESHANDSKER - (NO) FORPLIKTELSE Å BRUKE VERNEHANSKER - (SL) OBVEZNO NADENITE ZAŠČITNE ROKAVICE - (SK) POVINNÉ POUŽITIE OCHRANNÝCH RUKAVÍC - (HU) VÉDŐKESZTYŰ HASZNÁLATA KÖTELEZŐ - (LT) PRIVALOMA MŪVĖTI APSAUGINES PIRŠTINES - (ET) KOHUSTUSLIK KANDA KAITSEKINDAID - (LV) PIENĀKUMS ĢĒRBT AIZSARGCIMDUS - (BG) ЗАДЪЛЖИТЕЛНО НОСЕНЕ НА ПРЕДПАЗНИ РЪКАВИЦИ - (TR) KORUYUCU ELDİVEN GİYMEK ZORUNLUDUR - (AR) الالتزام بارتداء القفازات الواقية [68,413,609,476]
